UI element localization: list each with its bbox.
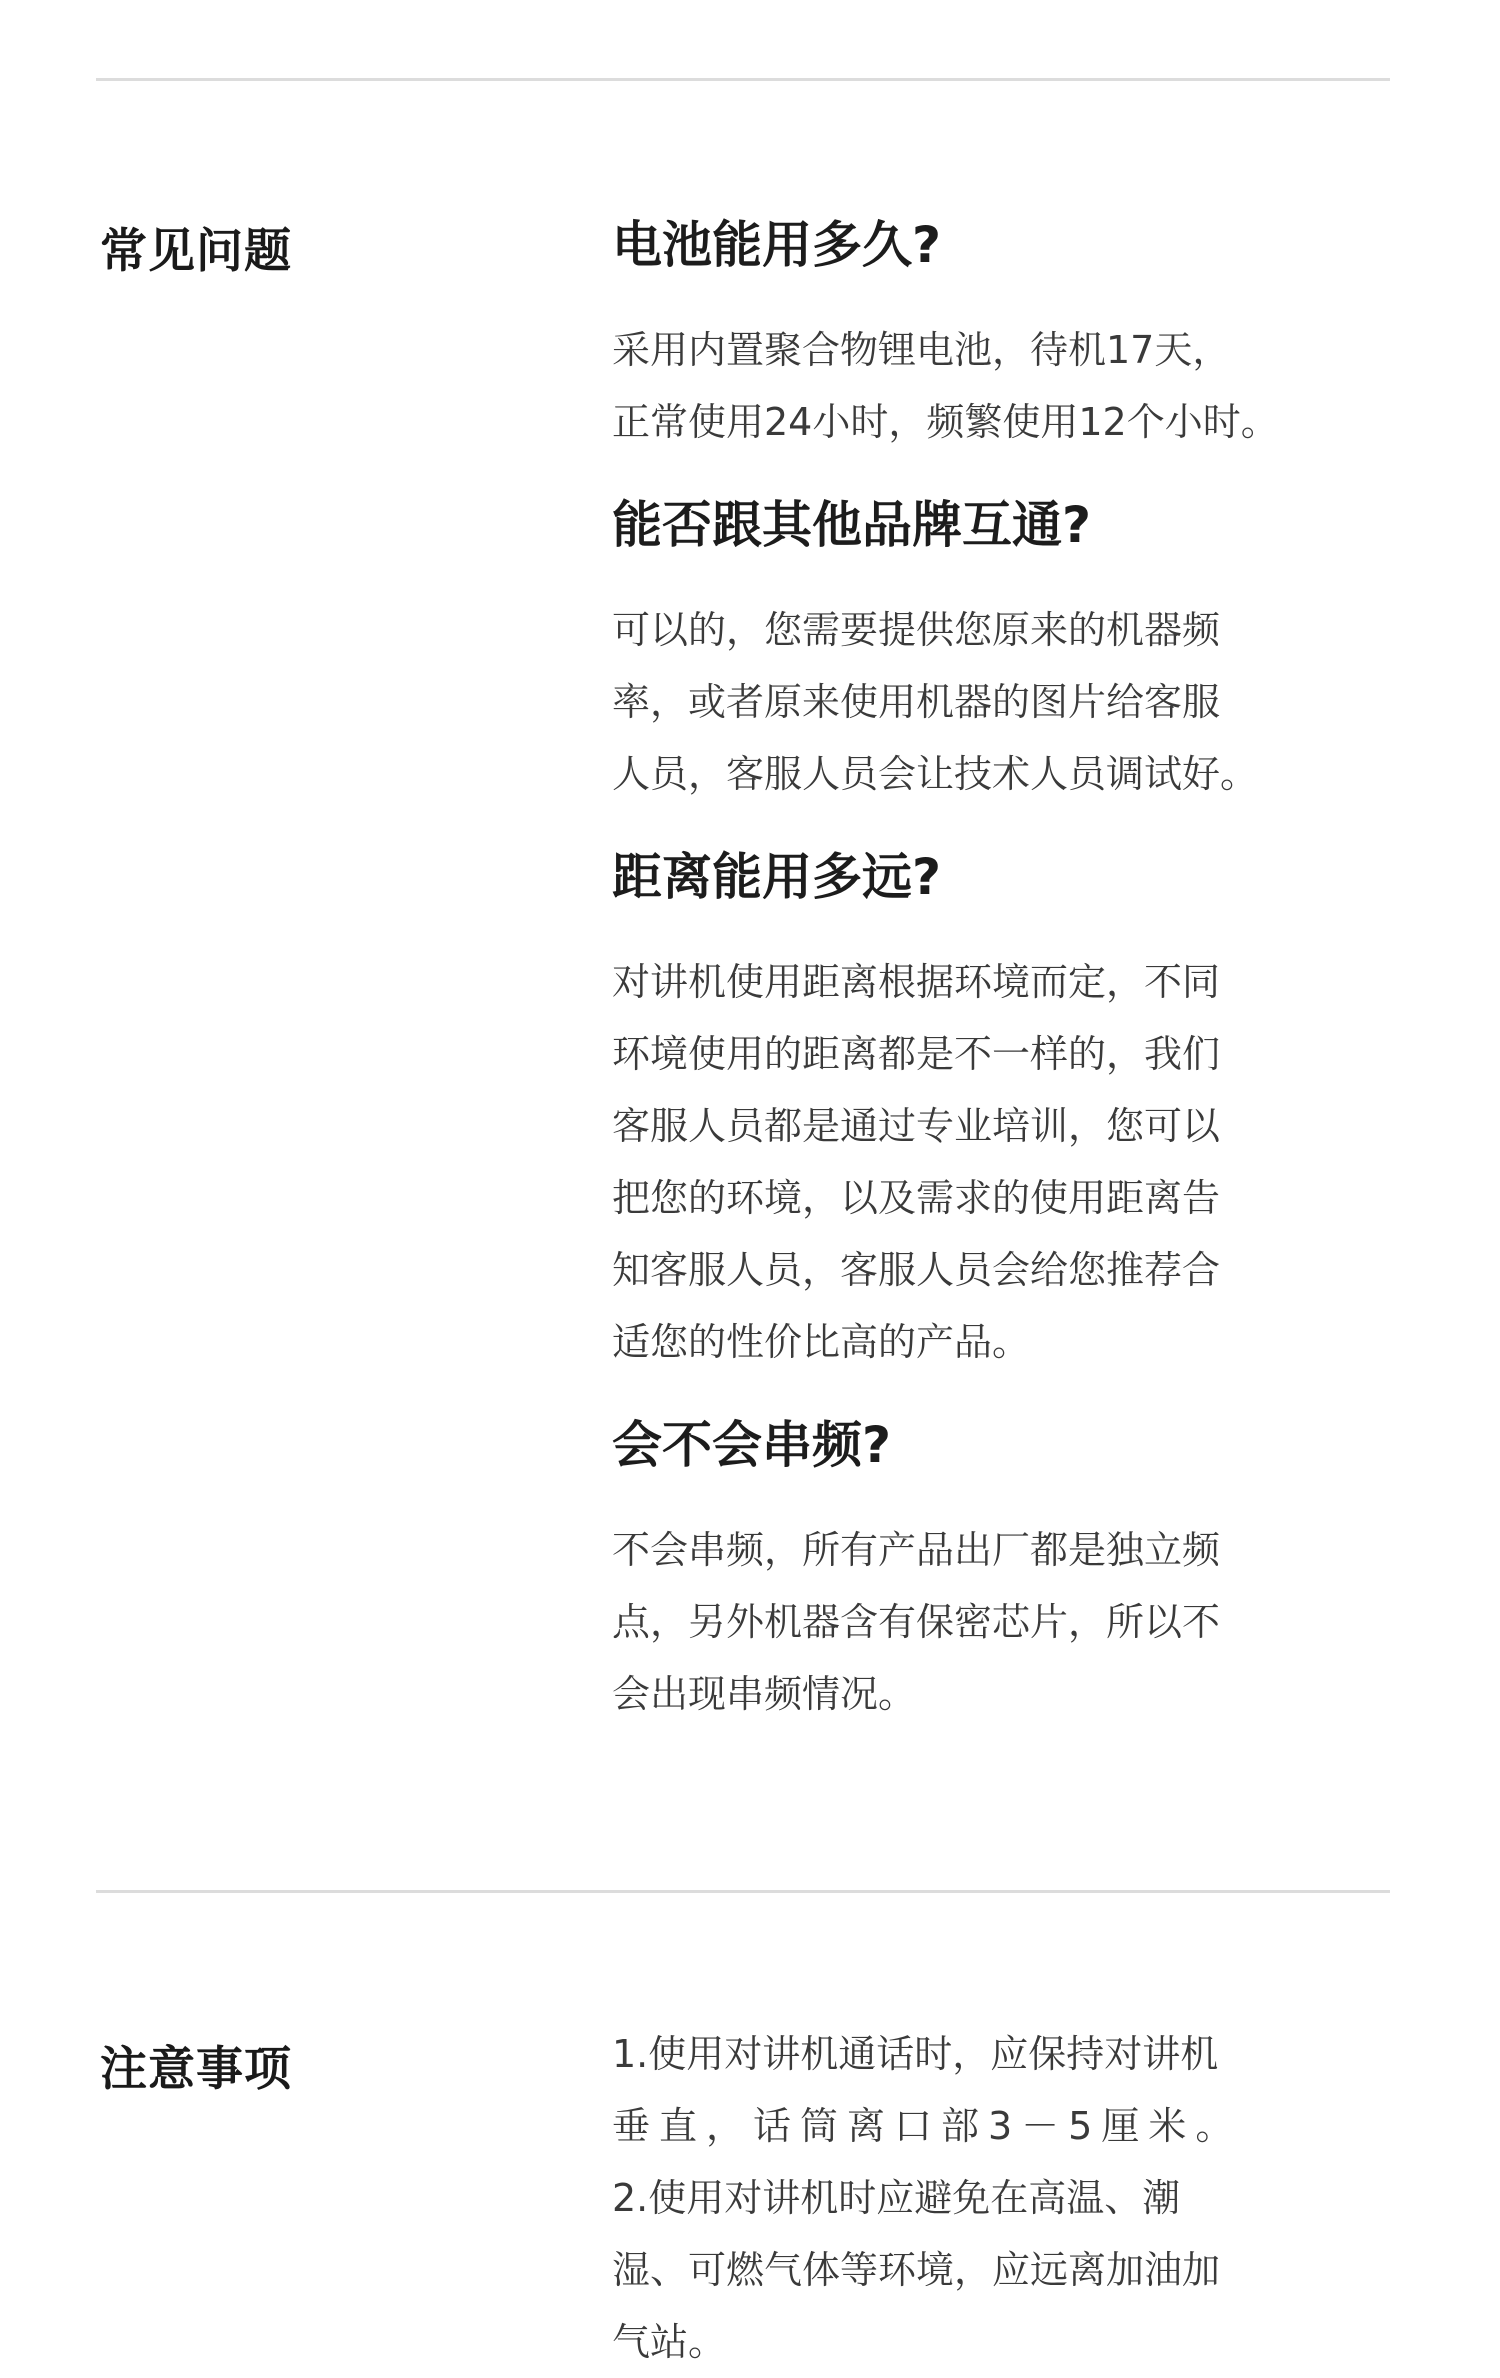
faq-answer [612,1514,1352,1730]
faq-question: 会不会串频? [612,1416,892,1474]
faq-answer [612,594,1352,810]
faq-question: 电池能用多久? [612,216,942,274]
notes-section-title: 注意事项 [100,2042,292,2097]
answer-line: 点，另外机器含有保密芯片，所以不 [612,1600,1221,1644]
notes-text [612,2018,1352,2378]
answer-line: 把您的环境，以及需求的使用距离告 [612,1176,1221,1220]
faq-item-interference [612,1414,1352,1730]
top-divider [96,78,1390,81]
note-line: 2.使用对讲机时应避免在高温、潮 [612,2176,1181,2220]
note-line: 湿、可燃气体等环境，应远离加油加 [612,2248,1221,2292]
answer-line: 率，或者原来使用机器的图片给客服 [612,680,1221,724]
note-line: 气站。 [612,2320,727,2364]
faq-item-compatibility [612,494,1352,810]
faq-item-battery [612,214,1352,458]
answer-line: 可以的，您需要提供您原来的机器频 [612,608,1221,652]
section-divider [96,1890,1390,1893]
answer-line: 环境使用的距离都是不一样的，我们 [612,1032,1221,1076]
note-line: 垂直，话筒离口部3－5厘米。 [612,2104,1243,2148]
faq-question: 距离能用多远? [612,848,942,906]
answer-line: 不会串频，所有产品出厂都是独立频 [612,1528,1221,1572]
faq-answer [612,314,1352,458]
notes-list [612,2018,1352,2378]
answer-line: 会出现串频情况。 [612,1672,917,1716]
faq-list [612,214,1352,1730]
faq-answer [612,946,1352,1378]
answer-line: 适您的性价比高的产品。 [612,1320,1031,1364]
answer-line: 客服人员都是通过专业培训，您可以 [612,1104,1221,1148]
answer-line: 采用内置聚合物锂电池，待机17天， [612,328,1231,372]
note-line: 1.使用对讲机通话时，应保持对讲机 [612,2032,1219,2076]
faq-item-range [612,846,1352,1378]
answer-line: 对讲机使用距离根据环境而定，不同 [612,960,1221,1004]
answer-line: 正常使用24小时，频繁使用12个小时。 [612,400,1279,444]
answer-line: 知客服人员，客服人员会给您推荐合 [612,1248,1221,1292]
faq-section-title: 常见问题 [100,224,292,279]
faq-question: 能否跟其他品牌互通? [612,496,1092,554]
answer-line: 人员，客服人员会让技术人员调试好。 [612,752,1259,796]
